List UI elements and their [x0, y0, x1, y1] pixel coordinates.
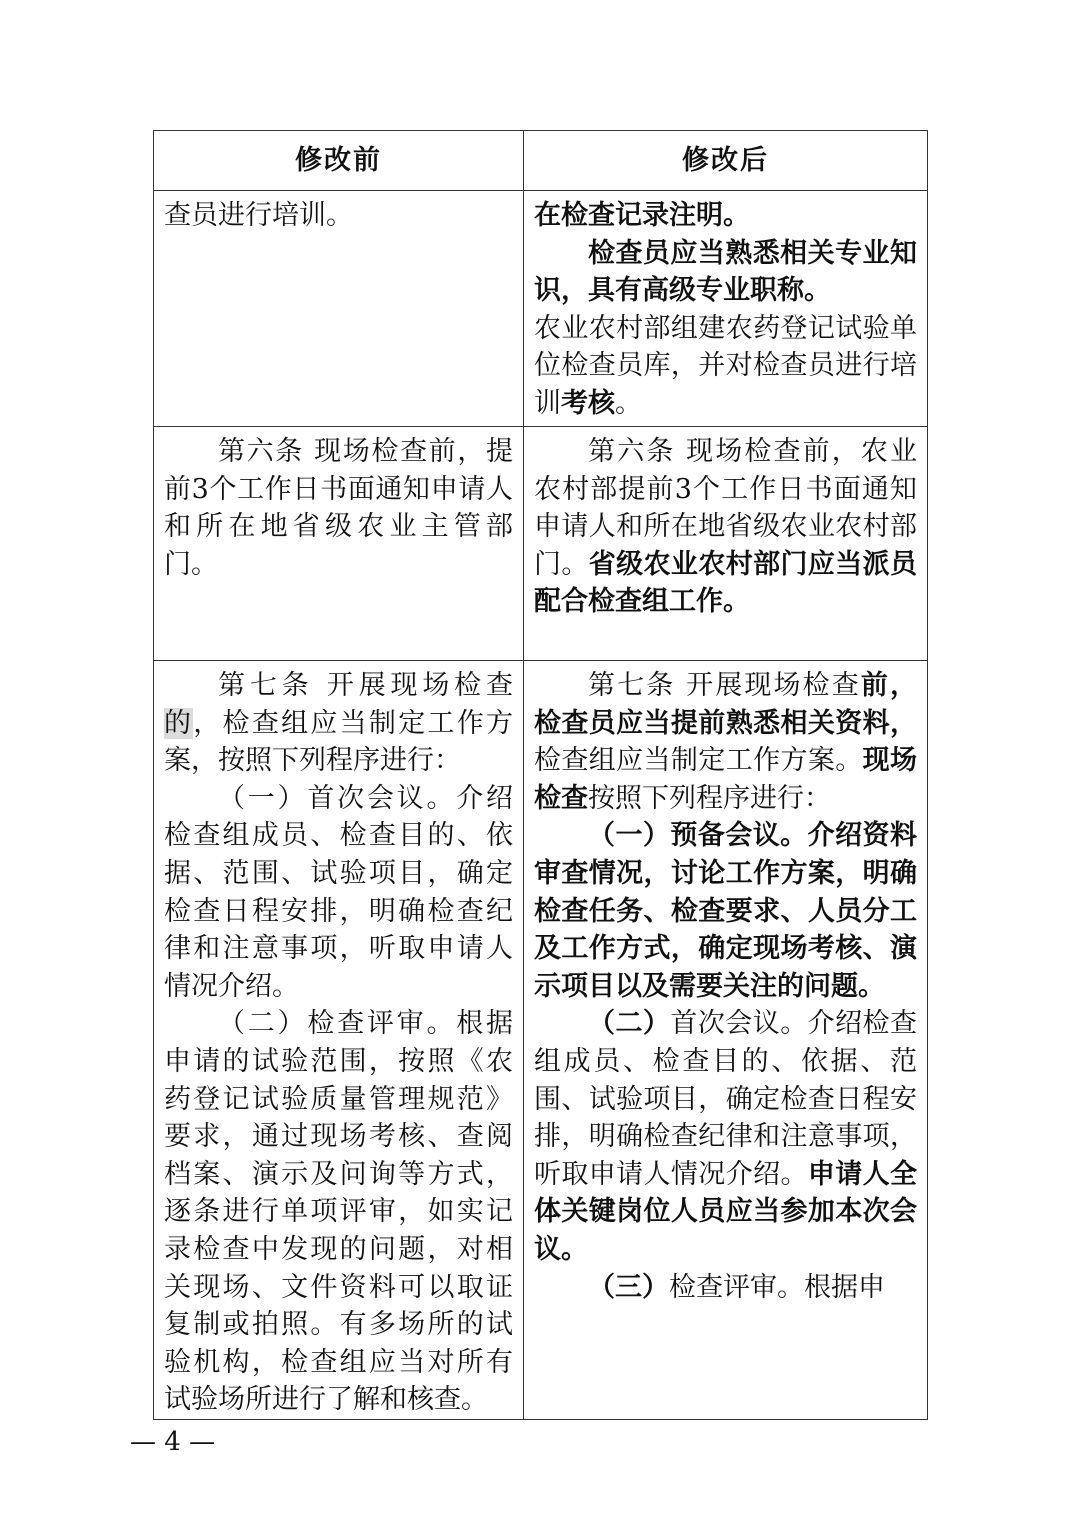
- cell-before: [154, 427, 524, 661]
- cell-text: 农业农村部组建农药登记试验单位检查员库，并对检查员进行培训: [534, 312, 917, 419]
- header-row: [154, 131, 928, 191]
- cell-text: （一）预备会议。介绍资料审查情况，讨论工作方案，明确检查任务、检查要求、人员分工及工作方式，确定现场考核、演示项目以及需要关注的问题。: [534, 820, 917, 1002]
- cell-after: [524, 661, 928, 1420]
- header-before: 修改前: [154, 131, 524, 191]
- cell-text: 。: [615, 387, 642, 419]
- cell-text: 首次会议。介绍检查组成员、检查目的、依据、范围、试验项目，确定检查日程安排，明确检查纪律和注意事项，听取申请人情况介绍。: [534, 1008, 918, 1190]
- cell-paragraph: [534, 667, 917, 817]
- comparison-table: [153, 130, 928, 1420]
- cell-text-bold: 申请人全体关键岗位人员应当参加本次会议。: [534, 1158, 918, 1265]
- cell-text-bold: 前，检查员应当提前熟悉相关资料，: [534, 670, 918, 739]
- table-row: [154, 661, 928, 1420]
- cell-text-bold: （二）: [588, 1008, 671, 1040]
- cell-paragraph: [534, 1005, 917, 1268]
- cell-text: 检查员应当熟悉相关专业知识，具有高级专业职称。: [534, 237, 917, 307]
- cell-paragraph: [164, 667, 513, 780]
- highlighted-text: 的: [164, 707, 194, 739]
- cell-text: 第七条 开展现场检查: [218, 670, 513, 701]
- cell-text: 检查组应当制定工作方案。: [534, 745, 863, 777]
- cell-text: 第六条 现场检查前，农业农村部提前3个工作日书面通知申请人和所在地省级农业农村部门。: [534, 436, 917, 580]
- cell-text: ，检查组应当制定工作方案，按照下列程序进行：: [164, 707, 514, 777]
- cell-text: 第七条 开展现场检查: [588, 670, 861, 701]
- cell-text-bold: 现场检查: [534, 745, 918, 814]
- table-row: [154, 191, 928, 427]
- cell-text-bold: 考核: [561, 387, 615, 419]
- cell-after: [524, 427, 928, 661]
- cell-text: 检查评审。根据申: [669, 1271, 885, 1303]
- cell-text-bold: 省级农业农村部门应当派员配合检查组工作。: [534, 548, 918, 618]
- cell-text: 查员进行培训。: [164, 200, 353, 231]
- cell-paragraph: [534, 310, 917, 423]
- cell-text: （二）检查评审。根据申请的试验范围，按照《农药登记试验质量管理规范》要求，通过现场考核、查阅档案、演示及问询等方式，逐条进行单项评审，如实记录检查中发现的问题，对相关现场、文件资料可以取证复制或拍照。有多场所的试验机构，检查组应当对所有试验场所进行了解和核查。: [164, 1008, 513, 1416]
- table-row: [154, 427, 928, 661]
- cell-paragraph: [534, 1269, 917, 1307]
- cell-text-bold: （三）: [588, 1271, 669, 1303]
- cell-text: 第六条 现场检查前，提前3个工作日书面通知申请人和所在地省级农业主管部门。: [164, 436, 513, 580]
- cell-text: 在检查记录注明。: [534, 200, 750, 231]
- cell-before: [154, 191, 524, 427]
- cell-text: 按照下列程序进行：: [588, 782, 831, 814]
- header-after: 修改后: [524, 131, 928, 191]
- page-number: — 4 —: [130, 1427, 216, 1457]
- cell-before: [154, 661, 524, 1420]
- cell-text: （一）首次会议。介绍检查组成员、检查目的、依据、范围、试验项目，确定检查日程安排，明确检查纪律和注意事项，听取申请人情况介绍。: [164, 782, 513, 1002]
- cell-after: [524, 191, 928, 427]
- cell-paragraph: [534, 433, 917, 621]
